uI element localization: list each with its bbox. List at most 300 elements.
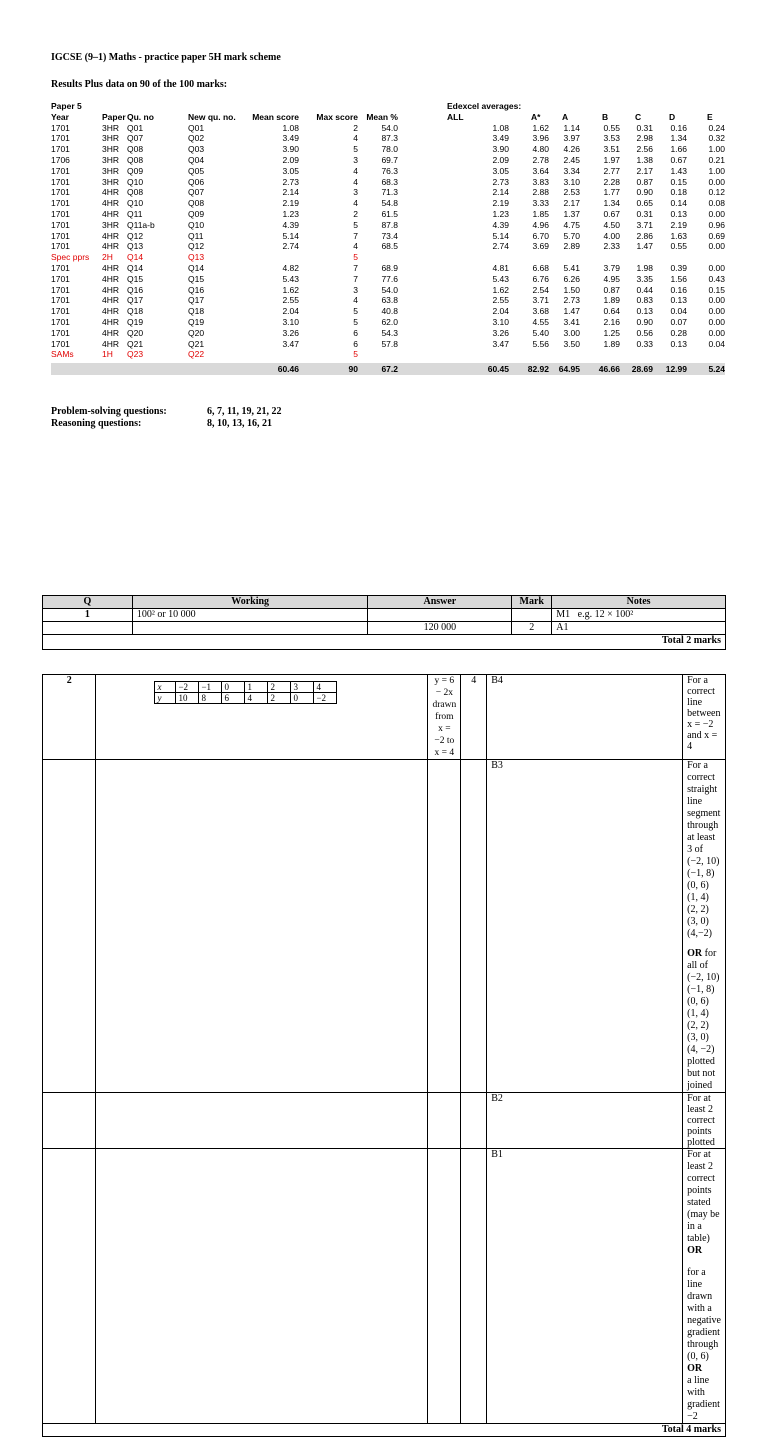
cell-a: 1.50 [563,284,580,295]
cell-mean-score: 4.39 [282,219,299,230]
cell-c: 2.86 [636,230,653,241]
cell-qu-no: Q18 [127,306,144,317]
q2-answer [428,675,461,760]
cell-max-score: 5 [353,219,358,230]
cell-a-star: 6.70 [532,230,549,241]
cell-b: 0.64 [603,306,620,317]
x-row-value: 3 [291,682,314,693]
cell-e: 0.43 [708,273,725,284]
stats-row [51,209,725,220]
q2-b1-gradient: a line with gradient −2 [687,1375,720,1422]
cell-a: 2.53 [563,187,580,198]
q2-total: Total 4 marks [43,1424,726,1437]
cell-c: 0.90 [636,316,653,327]
q2-b1-alt: for a line drawn with a negative gradient through (0, 6) [687,1267,721,1362]
header-a: A [562,111,569,122]
cell-year: 1701 [51,176,70,187]
cell-paper: 4HR [102,273,120,284]
y-row-value: 0 [291,693,314,704]
cell-mean-pct: 87.8 [381,219,398,230]
y-row-label: y [155,693,176,704]
cell-max-score: 5 [353,144,358,155]
cell-new-qu-no: Q02 [188,133,205,144]
cell-mean-score: 5.14 [282,230,299,241]
y-row-value: 4 [245,693,268,704]
q1-total: Total 2 marks [43,635,726,650]
q2-b2-note: For at least 2 correct points plotted [683,1093,726,1149]
cell-b: 4.00 [603,230,620,241]
x-row-value: 0 [222,682,245,693]
cell-c: 3.35 [636,273,653,284]
cell-paper: 4HR [102,208,120,219]
cell-all: 3.47 [492,338,509,349]
paper-label: Paper 5 [51,101,82,111]
cell-e: 0.96 [708,219,725,230]
cell-year: 1701 [51,273,70,284]
q1-m1-code: M1 [556,609,571,620]
cell-e: 0.32 [708,133,725,144]
stats-row [51,187,725,198]
cell-new-qu-no: Q06 [188,176,205,187]
q2-answer-line2: x = −2 to [434,724,455,746]
cell-a-star: 2.78 [532,154,549,165]
cell-max-score: 90 [348,364,358,375]
cell-d: 0.16 [670,284,687,295]
cell-a: 1.37 [563,208,580,219]
reasoning-value: 8, 10, 13, 16, 21 [207,418,272,429]
cell-qu-no: Q10 [127,176,144,187]
cell-b: 0.67 [603,208,620,219]
cell-mean-score: 1.23 [282,208,299,219]
cell-year: 1701 [51,284,70,295]
x-row-value: −2 [176,682,199,693]
header-q: Q [43,596,133,609]
cell-paper: 4HR [102,327,120,338]
header-answer: Answer [368,596,512,609]
cell-year: 1701 [51,219,70,230]
cell-mean-score: 1.62 [282,284,299,295]
cell-c: 1.38 [636,154,653,165]
header-notes: Notes [552,596,726,609]
cell-new-qu-no: Q19 [188,316,205,327]
header-working: Working [132,596,368,609]
cell-all: 2.19 [492,198,509,209]
q1-mark: 2 [512,622,552,635]
header-qu-no: Qu. no [127,111,154,122]
cell-c: 0.13 [636,306,653,317]
cell-max-score: 3 [353,284,358,295]
cell-paper: 4HR [102,198,120,209]
cell-all: 2.09 [492,154,509,165]
cell-a-star: 3.96 [532,133,549,144]
cell-a-star: 1.85 [532,208,549,219]
cell-all: 5.43 [492,273,509,284]
cell-year: 1701 [51,241,70,252]
cell-all: 3.10 [492,316,509,327]
header-mean-score: Mean score [252,111,299,122]
cell-year: 1701 [51,262,70,273]
cell-d: 1.56 [670,273,687,284]
cell-b: 1.97 [603,154,620,165]
cell-mean-pct: 54.0 [381,284,398,295]
cell-a-star: 4.55 [532,316,549,327]
cell-d: 0.28 [670,327,687,338]
q1-working: 100² or 10 000 [132,609,368,622]
cell-mean-pct: 63.8 [381,295,398,306]
cell-b: 2.16 [603,316,620,327]
cell-d: 0.16 [670,122,687,133]
cell-mean-score: 3.10 [282,316,299,327]
cell-year: 1706 [51,154,70,165]
cell-all: 4.39 [492,219,509,230]
cell-all: 5.14 [492,230,509,241]
y-row-value: 8 [199,693,222,704]
stats-row [51,144,725,155]
cell-a: 1.47 [563,306,580,317]
cell-max-score: 6 [353,338,358,349]
header-new-qu-no: New qu. no. [188,111,236,122]
cell-e: 0.04 [708,338,725,349]
cell-a: 6.26 [563,273,580,284]
header-paper: Paper [102,111,126,122]
cell-qu-no: Q10 [127,198,144,209]
header-a-star: A* [531,111,541,122]
cell-qu-no: Q17 [127,295,144,306]
cell-paper: 3HR [102,154,120,165]
problem-solving-value: 6, 7, 11, 19, 21, 22 [207,406,282,417]
cell-a-star: 2.88 [532,187,549,198]
q1-m1 [552,609,726,622]
cell-all: 2.73 [492,176,509,187]
x-row-label: x [155,682,176,693]
cell-qu-no: Q16 [127,284,144,295]
reasoning-label: Reasoning questions: [51,418,142,429]
cell-qu-no: Q07 [127,133,144,144]
stats-row [51,166,725,177]
q2-answer-line3: x = 4 [434,748,455,758]
cell-year: 1701 [51,295,70,306]
cell-e: 0.12 [708,187,725,198]
cell-paper: 4HR [102,241,120,252]
cell-a-star: 3.64 [532,165,549,176]
cell-a: 64.95 [558,364,580,375]
q2-number: 2 [43,675,96,760]
cell-a: 5.41 [563,262,580,273]
cell-d: 0.13 [670,295,687,306]
cell-mean-pct: 68.5 [381,241,398,252]
cell-new-qu-no: Q09 [188,208,205,219]
cell-all: 3.26 [492,327,509,338]
cell-mean-score: 3.49 [282,133,299,144]
cell-qu-no: Q15 [127,273,144,284]
cell-qu-no: Q11a-b [127,219,155,230]
cell-max-score: 4 [353,133,358,144]
stats-row [51,155,725,166]
cell-mean-pct: 87.3 [381,133,398,144]
header-mean-pct: Mean % [366,111,398,122]
q1-number: 1 [43,609,133,622]
q2-b3-points: (−2, 10) (−1, 8) (0, 6) (1, 4) (2, 2) (3, 0) (4,−2) [687,856,720,939]
cell-a-star: 5.40 [532,327,549,338]
cell-c: 0.31 [636,122,653,133]
cell-max-score: 4 [353,295,358,306]
cell-qu-no: Q01 [127,122,144,133]
cell-max-score: 7 [353,262,358,273]
cell-paper: 2H [102,252,113,263]
cell-mean-score: 2.04 [282,306,299,317]
cell-mean-pct: 77.6 [381,273,398,284]
cell-paper: 4HR [102,295,120,306]
cell-paper: 3HR [102,122,120,133]
cell-e: 0.00 [708,306,725,317]
cell-a-star: 4.80 [532,144,549,155]
cell-c: 0.83 [636,295,653,306]
cell-d: 1.34 [670,133,687,144]
cell-mean-score: 3.05 [282,165,299,176]
stats-label-row [51,101,725,112]
cell-b: 4.50 [603,219,620,230]
cell-paper: 4HR [102,316,120,327]
stats-row [51,133,725,144]
cell-mean-score: 2.09 [282,154,299,165]
cell-mean-score: 2.55 [282,295,299,306]
y-row [155,693,337,704]
cell-d: 1.63 [670,230,687,241]
cell-mean-pct: 71.3 [381,187,398,198]
cell-max-score: 5 [353,349,358,360]
cell-all: 4.81 [492,262,509,273]
cell-d: 0.55 [670,241,687,252]
cell-all: 2.04 [492,306,509,317]
cell-all: 3.05 [492,165,509,176]
cell-max-score: 3 [353,154,358,165]
cell-new-qu-no: Q05 [188,165,205,176]
cell-mean-score: 3.90 [282,144,299,155]
cell-a: 4.26 [563,144,580,155]
cell-e: 0.00 [708,208,725,219]
cell-qu-no: Q12 [127,230,144,241]
cell-e: 0.15 [708,284,725,295]
cell-all: 1.23 [492,208,509,219]
cell-a: 3.34 [563,165,580,176]
cell-mean-score: 2.19 [282,198,299,209]
cell-a-star: 3.68 [532,306,549,317]
cell-a-star: 4.96 [532,219,549,230]
y-row-value: 2 [268,693,291,704]
cell-year: 1701 [51,338,70,349]
cell-new-qu-no: Q21 [188,338,205,349]
stats-row [51,198,725,209]
cell-new-qu-no: Q11 [188,230,204,241]
cell-paper: 3HR [102,165,120,176]
cell-max-score: 4 [353,165,358,176]
cell-d: 0.18 [670,187,687,198]
cell-new-qu-no: Q12 [188,241,205,252]
cell-qu-no: Q19 [127,316,144,327]
q2-b4-code: B4 [487,675,683,760]
cell-b: 1.25 [603,327,620,338]
cell-a: 3.10 [563,176,580,187]
cell-e: 0.00 [708,176,725,187]
cell-b: 1.77 [603,187,620,198]
q2-b1-text: For at least 2 correct points stated (may be in a table) [687,1149,720,1244]
cell-mean-score: 2.74 [282,241,299,252]
stats-row [51,285,725,296]
cell-mean-pct: 54.3 [381,327,398,338]
cell-year: SAMs [51,349,74,360]
cell-new-qu-no: Q03 [188,144,205,155]
cell-mean-pct: 67.2 [381,364,398,375]
cell-c: 0.33 [636,338,653,349]
cell-paper: 4HR [102,262,120,273]
cell-mean-score: 3.47 [282,338,299,349]
header-c: C [635,111,642,122]
header-all: ALL [447,111,464,122]
cell-c: 1.47 [636,241,653,252]
cell-mean-score: 3.26 [282,327,299,338]
cell-mean-pct: 54.0 [381,122,398,133]
averages-label: Edexcel averages: [447,101,522,111]
cell-d: 0.14 [670,198,687,209]
cell-e: 0.21 [708,154,725,165]
cell-a: 2.73 [563,295,580,306]
document-title: IGCSE (9–1) Maths - practice paper 5H mark scheme [51,52,281,63]
cell-e: 0.00 [708,241,725,252]
document-subtitle: Results Plus data on 90 of the 100 marks: [51,79,228,90]
q2-b3-alt: for all of (−2, 10) (−1, 8) (0, 6) (1, 4) (2, 2) (3, 0) (4, −2) [687,948,720,1055]
cell-a: 5.70 [563,230,580,241]
stats-row [51,328,725,339]
cell-c: 2.98 [636,133,653,144]
cell-all: 3.90 [492,144,509,155]
stats-row [51,295,725,306]
cell-mean-pct: 40.8 [381,306,398,317]
q2-b3-or: OR [687,948,703,959]
q2-b3-text: For a correct straight line segment through at least 3 of [687,760,721,855]
cell-new-qu-no: Q18 [188,306,205,317]
cell-a: 3.97 [563,133,580,144]
cell-a-star: 2.54 [532,284,549,295]
q2-mark: 4 [461,675,487,760]
cell-paper: 3HR [102,133,120,144]
cell-max-score: 5 [353,316,358,327]
x-row [155,682,337,693]
cell-max-score: 5 [353,252,358,263]
stats-row [51,339,725,350]
q2-working [96,675,428,760]
cell-new-qu-no: Q17 [188,295,205,306]
cell-all: 3.49 [492,133,509,144]
cell-paper: 3HR [102,176,120,187]
cell-a-star: 6.68 [532,262,549,273]
cell-d: 0.07 [670,316,687,327]
cell-mean-pct: 76.3 [381,165,398,176]
cell-all: 60.45 [487,364,509,375]
cell-a-star: 3.33 [532,198,549,209]
cell-mean-pct: 62.0 [381,316,398,327]
cell-b: 3.79 [603,262,620,273]
cell-year: 1701 [51,122,70,133]
cell-mean-pct: 61.5 [381,208,398,219]
cell-b: 0.55 [603,122,620,133]
cell-a-star: 5.56 [532,338,549,349]
cell-a-star: 6.76 [532,273,549,284]
q2-b4-note: For a correct line between x = −2 and x = 4 [683,675,726,760]
cell-mean-pct: 78.0 [381,144,398,155]
cell-qu-no: Q08 [127,154,144,165]
cell-b: 4.95 [603,273,620,284]
cell-new-qu-no: Q16 [188,284,205,295]
cell-c: 0.65 [636,198,653,209]
cell-new-qu-no: Q08 [188,198,205,209]
cell-c: 0.56 [636,327,653,338]
q2-b1-note [683,1149,726,1424]
cell-a: 2.17 [563,198,580,209]
cell-all: 2.55 [492,295,509,306]
cell-qu-no: Q09 [127,165,144,176]
cell-a: 4.75 [563,219,580,230]
x-row-value: −1 [199,682,222,693]
cell-qu-no: Q08 [127,187,144,198]
cell-e: 0.69 [708,230,725,241]
cell-e: 5.24 [708,364,725,375]
stats-row [51,274,725,285]
cell-b: 1.34 [603,198,620,209]
cell-a: 2.45 [563,154,580,165]
cell-e: 0.00 [708,316,725,327]
mark-scheme-q2 [42,674,726,1437]
cell-new-qu-no: Q15 [188,273,205,284]
cell-b: 3.51 [603,144,620,155]
cell-mean-pct: 69.7 [381,154,398,165]
cell-new-qu-no: Q13 [188,252,205,263]
cell-a-star: 3.83 [532,176,549,187]
cell-d: 1.43 [670,165,687,176]
cell-qu-no: Q23 [127,349,144,360]
cell-c: 0.31 [636,208,653,219]
cell-year: 1701 [51,133,70,144]
cell-paper: 4HR [102,230,120,241]
cell-mean-pct: 68.9 [381,262,398,273]
q2-answer-line1: y = 6 − 2x drawn from [432,676,457,722]
cell-b: 0.87 [603,284,620,295]
cell-max-score: 2 [353,208,358,219]
results-plus-table [51,101,725,375]
cell-new-qu-no: Q10 [188,219,205,230]
cell-paper: 1H [102,349,113,360]
cell-b: 2.77 [603,165,620,176]
cell-e: 0.00 [708,327,725,338]
stats-row [51,317,725,328]
cell-b: 2.33 [603,241,620,252]
cell-paper: 4HR [102,306,120,317]
cell-paper: 4HR [102,338,120,349]
cell-year: 1701 [51,165,70,176]
cell-c: 0.90 [636,187,653,198]
cell-d: 0.04 [670,306,687,317]
cell-c: 2.17 [636,165,653,176]
header-d: D [669,111,676,122]
cell-b: 46.66 [598,364,620,375]
cell-year: Spec pprs [51,252,90,263]
y-row-value: −2 [314,693,337,704]
stats-row [51,177,725,188]
stats-total-row [51,363,725,375]
cell-a: 3.50 [563,338,580,349]
header-e: E [707,111,713,122]
cell-paper: 3HR [102,144,120,155]
y-row-value: 6 [222,693,245,704]
